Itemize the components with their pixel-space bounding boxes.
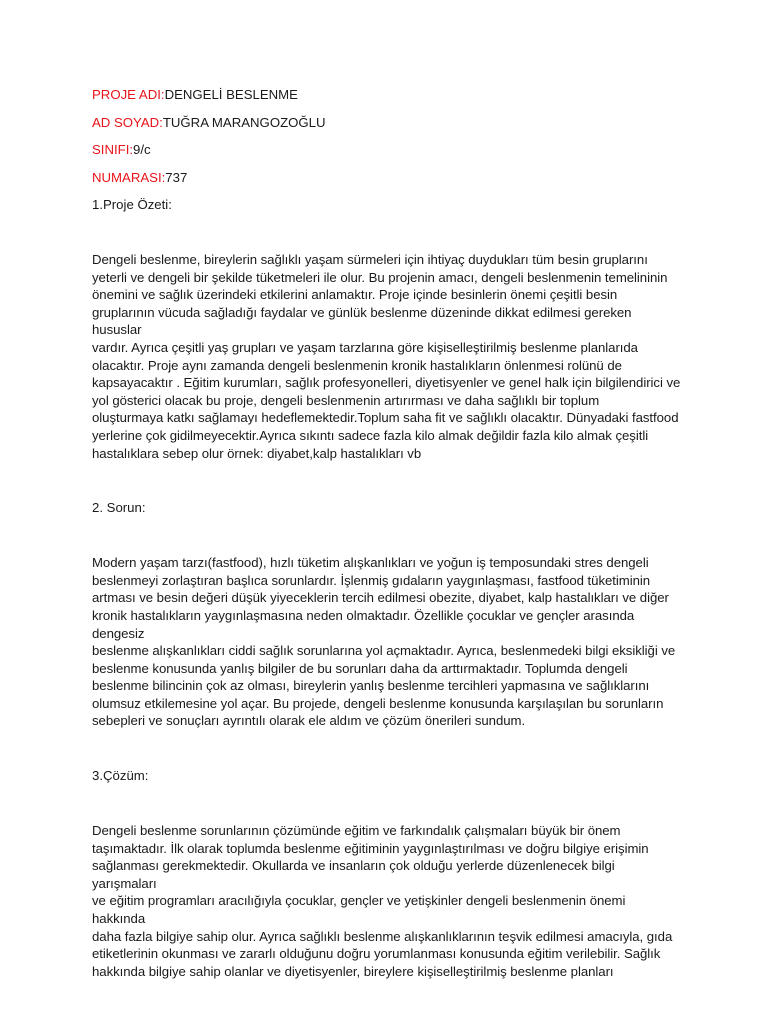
student-name-line xyxy=(92,114,682,131)
text-line: ve eğitim programları aracılığıyla çocuklar, gençler ve yetişkinler dengeli beslenmenin önemi hakkında xyxy=(92,893,626,927)
text-line: beslenme bilincinin çok az olması, bireylerin yanlış beslenme tercihleri yapmasına ve sağlıklarını xyxy=(92,678,650,694)
text-line: gruplarının vücuda sağladığı faydalar ve günlük beslenme düzeninde dikkat edilmesi gereken hususlar xyxy=(92,304,632,338)
section-heading-solution: 3.Çözüm: xyxy=(92,768,149,784)
section-body-summary xyxy=(92,251,682,462)
text-line: hastalıklara sebep olur örnek: diyabet,kalp hastalıkları vb xyxy=(92,445,422,461)
student-name-label: AD SOYAD: xyxy=(92,114,163,130)
section-body-problem xyxy=(92,554,682,730)
text-line: Dengeli beslenme, bireylerin sağlıklı yaşam sürmeleri için ihtiyaç duydukları tüm besin gruplarını xyxy=(92,252,648,267)
text-line: yerlerine çok gidilmeyecektir.Ayrıca sıkıntı sadece fazla kilo almak değildir fazla kilo almak çeşitli xyxy=(92,427,649,443)
text-line: olacaktır. Proje aynı zamanda dengeli beslenmenin kronik hastalıkların önlenmesi rolünü de xyxy=(92,357,622,373)
text-line: Modern yaşam tarzı(fastfood), hızlı tüketim alışkanlıkları ve yoğun iş temposundaki stres dengeli xyxy=(92,555,649,571)
text-line: yol gösterici olacak bu proje, dengeli beslenmenin artırırması ve daha sağlıklı bir toplum xyxy=(92,392,600,408)
class-line xyxy=(92,141,682,158)
text-line: beslenme alışkanlıkları ciddi sağlık sorunlarına yol açmaktadır. Ayrıca, beslenmedeki bilgi eksikliği ve xyxy=(92,643,676,659)
class-value: 9/c xyxy=(133,142,151,157)
text-line: sağlanması gerekmektedir. Okullarda ve insanların çok olduğu yerlerde düzenlenecek bilgi yarışmaları xyxy=(92,858,615,891)
text-line: beslenmeyi zorlaştıran başlıca sorunlardır. İşlenmiş gıdaların yaygınlaşması, fastfood tüketiminin xyxy=(92,572,651,588)
text-line: yeterli ve dengeli bir şekilde tüketmeleri ile olur. Bu projenin amacı, dengeli beslenmenin temelininin xyxy=(92,269,668,285)
project-name-line xyxy=(92,86,682,103)
text-line: vardır. Ayrıca çeşitli yaş grupları ve yaşam tarzlarına göre kişiselleştirilmiş beslenme planlarıda xyxy=(92,339,638,355)
text-line: kapsayacaktır . Eğitim kurumları, sağlık profesyonelleri, diyetisyenler ve genel halk için bilgilendirici ve xyxy=(92,375,681,391)
section-heading-summary: 1.Proje Özeti: xyxy=(92,197,172,212)
project-name-label: PROJE ADI: xyxy=(92,87,165,102)
project-name-value: DENGELİ BESLENME xyxy=(164,87,298,102)
text-line: oluşturmaya katkı sağlamayı hedeflemektedir.Toplum saha fit ve sağlıklı olacaktır. Dünyadaki fastfood xyxy=(92,410,679,426)
text-line: kronik hastalıkların yaygınlaşmasına neden olmaktadır. Özellikle çocuklar ve gençler arasında dengesiz xyxy=(92,607,635,641)
text-line: önemini ve sağlık üzerindeki etkilerini anlamaktır. Proje içinde besinlerin önemi çeşitli besin xyxy=(92,287,618,303)
student-name-value: TUĞRA MARANGOZOĞLU xyxy=(162,114,326,130)
section-body-solution xyxy=(92,822,682,980)
document-page xyxy=(92,86,682,980)
text-line: taşımaktadır. İlk olarak toplumda beslenme eğitiminin yaygınlaştırılması ve doğru bilgiye erişimin xyxy=(92,840,649,856)
text-line: beslenme konusunda yanlış bilgiler de bu sorunları daha da arttırmaktadır. Toplumda dengeli xyxy=(92,660,628,676)
student-number-value: 737 xyxy=(165,169,188,185)
text-line: daha fazla bilgiye sahip olur. Ayrıca sağlıklı beslenme alışkanlıklarının teşvik edilmesi amacıyla, gıda xyxy=(92,928,673,944)
class-label: SINIFI: xyxy=(92,142,134,157)
section-heading-problem: 2. Sorun: xyxy=(92,500,146,516)
text-line: etiketlerinin okunması ve zararlı olduğunu doğru yorumlanması konusunda eğitim verilebilir. Sağlık xyxy=(92,946,661,962)
text-line: sebepleri ve sonuçları ayrıntılı olarak ele aldım ve çözüm önerileri sundum. xyxy=(92,713,526,729)
student-number-line xyxy=(92,169,682,186)
text-line: artması ve besin değeri düşük yiyeceklerin tercih edilmesi obezite, diyabet, kalp hastalıkları ve diğer xyxy=(92,590,669,606)
text-line: hakkında bilgiye sahip olanlar ve diyetisyenler, bireylere kişiselleştirilmiş beslenme planları xyxy=(92,963,614,979)
student-number-label: NUMARASI: xyxy=(92,169,166,185)
text-line: olumsuz etkilemesine yol açar. Bu projede, dengeli beslenme konusunda karşılaşılan bu sorunların xyxy=(92,695,664,711)
text-line: Dengeli beslenme sorunlarının çözümünde eğitim ve farkındalık çalışmaları büyük bir önem xyxy=(92,823,621,839)
